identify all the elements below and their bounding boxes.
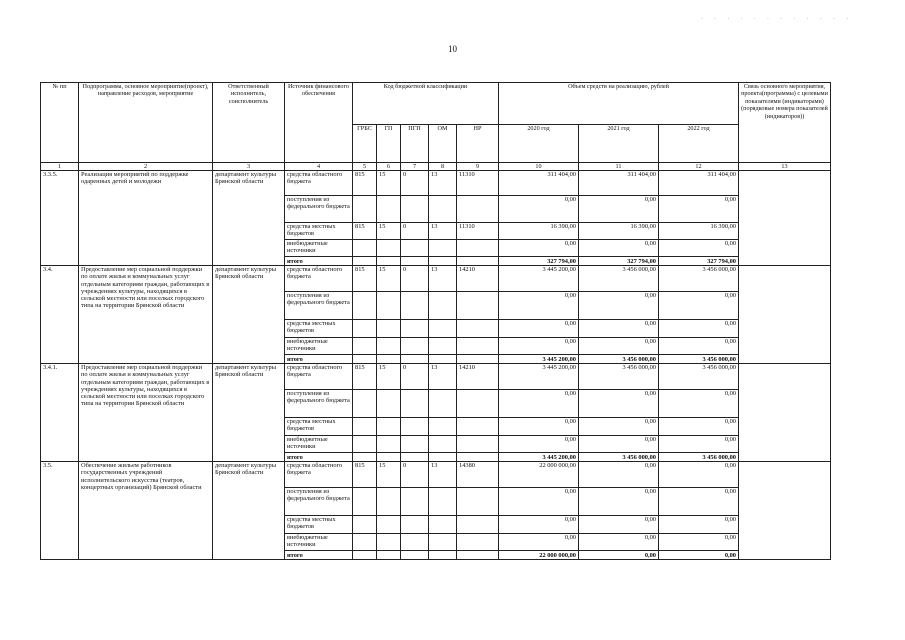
code-om	[429, 436, 457, 453]
item-name: Предоставление мер социальной поддержки по оплате жилья и коммунальных услуг отдельным категориям граждан, работающих в учреждениях культуры, находящихся в сельской местности или поселках городского типа на территории Брянской области	[79, 364, 213, 462]
code-om: 13	[429, 171, 457, 196]
amount-2021: 0,00	[579, 240, 659, 257]
source-extra: внебюджетные источники	[285, 240, 353, 257]
amount-2020: 0,00	[499, 436, 579, 453]
code-pgp	[401, 320, 429, 338]
source-regional: средства областного бюджета	[285, 462, 353, 488]
code-gp	[377, 390, 401, 418]
total-2021: 3 456 000,00	[579, 355, 659, 364]
header-code-nr: НР	[457, 125, 499, 163]
amount-2022: 0,00	[659, 516, 739, 534]
section-3-4-1	[41, 364, 831, 462]
amount-2021: 0,00	[579, 320, 659, 338]
col-number: 11	[579, 163, 659, 171]
code-pgp	[401, 534, 429, 551]
source-regional: средства областного бюджета	[285, 266, 353, 292]
total-2020: 327 794,00	[499, 257, 579, 266]
amount-2022: 3 456 000,00	[659, 364, 739, 390]
col-number: 5	[353, 163, 377, 171]
amount-2020: 22 000 000,00	[499, 462, 579, 488]
amount-2021: 0,00	[579, 390, 659, 418]
code-gp	[377, 418, 401, 436]
amount-2021: 3 456 000,00	[579, 364, 659, 390]
code-om: 13	[429, 266, 457, 292]
code-nr	[457, 436, 499, 453]
code-gp	[377, 534, 401, 551]
total-2022: 327 794,00	[659, 257, 739, 266]
amount-2021: 0,00	[579, 488, 659, 516]
amount-2022: 0,00	[659, 240, 739, 257]
code-pgp	[401, 355, 429, 364]
amount-2022: 0,00	[659, 488, 739, 516]
col-number: 7	[401, 163, 429, 171]
header-num: № пп	[41, 83, 79, 163]
code-grbs	[353, 257, 377, 266]
code-pgp	[401, 436, 429, 453]
code-om	[429, 534, 457, 551]
scan-marks: . . . . . . . . . . . .	[700, 14, 853, 21]
code-pgp	[401, 196, 429, 223]
amount-2022: 0,00	[659, 320, 739, 338]
amount-2020: 3 445 200,00	[499, 266, 579, 292]
code-om	[429, 196, 457, 223]
code-grbs	[353, 488, 377, 516]
header-year-2022: 2022 год	[659, 125, 739, 163]
code-gp: 15	[377, 266, 401, 292]
amount-2022: 0,00	[659, 436, 739, 453]
amount-2020: 0,00	[499, 292, 579, 320]
code-gp: 15	[377, 223, 401, 240]
amount-2021: 0,00	[579, 418, 659, 436]
amount-2020: 3 445 200,00	[499, 364, 579, 390]
item-executor: департамент культуры Брянской области	[213, 364, 285, 462]
code-pgp	[401, 257, 429, 266]
code-nr	[457, 390, 499, 418]
amount-2022: 0,00	[659, 418, 739, 436]
code-grbs	[353, 320, 377, 338]
code-grbs	[353, 338, 377, 355]
item-number: 3.4.	[41, 266, 79, 364]
total-2021: 3 456 000,00	[579, 453, 659, 462]
code-gp: 15	[377, 171, 401, 196]
code-pgp: 0	[401, 171, 429, 196]
code-gp	[377, 355, 401, 364]
item-executor: департамент культуры Брянской области	[213, 462, 285, 560]
total-2020: 3 445 200,00	[499, 453, 579, 462]
source-local: средства местных бюджетов	[285, 320, 353, 338]
total-2022: 3 456 000,00	[659, 453, 739, 462]
amount-2021: 0,00	[579, 462, 659, 488]
source-total: итого	[285, 453, 353, 462]
indicator-link	[739, 364, 831, 462]
source-local: средства местных бюджетов	[285, 418, 353, 436]
amount-2020: 0,00	[499, 338, 579, 355]
col-number: 1	[41, 163, 79, 171]
code-gp	[377, 196, 401, 223]
amount-2021: 3 456 000,00	[579, 266, 659, 292]
column-numbers-row	[41, 163, 831, 171]
col-number: 4	[285, 163, 353, 171]
amount-2021: 0,00	[579, 534, 659, 551]
code-nr	[457, 551, 499, 560]
code-grbs	[353, 534, 377, 551]
code-gp	[377, 292, 401, 320]
code-om	[429, 551, 457, 560]
item-executor: департамент культуры Брянской области	[213, 171, 285, 266]
code-grbs	[353, 292, 377, 320]
header-source: Источник финансового обеспечения	[285, 83, 353, 163]
code-om	[429, 320, 457, 338]
code-grbs: 815	[353, 266, 377, 292]
code-pgp	[401, 390, 429, 418]
source-regional: средства областного бюджета	[285, 171, 353, 196]
source-total: итого	[285, 551, 353, 560]
code-grbs	[353, 390, 377, 418]
amount-2020: 0,00	[499, 390, 579, 418]
source-total: итого	[285, 355, 353, 364]
amount-2022: 0,00	[659, 292, 739, 320]
section-3-3-5	[41, 171, 831, 266]
code-grbs	[353, 516, 377, 534]
source-extra: внебюджетные источники	[285, 436, 353, 453]
code-gp	[377, 240, 401, 257]
amount-2020: 16 390,00	[499, 223, 579, 240]
code-gp	[377, 436, 401, 453]
code-om: 13	[429, 462, 457, 488]
col-number: 9	[457, 163, 499, 171]
code-gp	[377, 516, 401, 534]
amount-2020: 0,00	[499, 196, 579, 223]
code-gp	[377, 320, 401, 338]
amount-2021: 311 404,00	[579, 171, 659, 196]
code-om	[429, 338, 457, 355]
code-nr: 14210	[457, 266, 499, 292]
header-year-2021: 2021 год	[579, 125, 659, 163]
col-number: 10	[499, 163, 579, 171]
code-gp	[377, 488, 401, 516]
code-pgp: 0	[401, 223, 429, 240]
code-nr: 14380	[457, 462, 499, 488]
item-name: Реализация мероприятий по поддержке одаренных детей и молодежи	[79, 171, 213, 266]
code-om	[429, 292, 457, 320]
code-gp	[377, 257, 401, 266]
item-name: Обеспечение жильем работников государственных учреждений исполнительского искусства (театров, концертных организаций) Брянской области	[79, 462, 213, 560]
code-om	[429, 390, 457, 418]
code-gp: 15	[377, 462, 401, 488]
code-om: 13	[429, 364, 457, 390]
col-number: 3	[213, 163, 285, 171]
amount-2022: 0,00	[659, 338, 739, 355]
table-row	[41, 171, 831, 196]
code-om	[429, 418, 457, 436]
header-year-2020: 2020 год	[499, 125, 579, 163]
code-pgp	[401, 488, 429, 516]
item-number: 3.5.	[41, 462, 79, 560]
code-pgp: 0	[401, 462, 429, 488]
table-row	[41, 266, 831, 292]
amount-2022: 311 404,00	[659, 171, 739, 196]
amount-2020: 0,00	[499, 534, 579, 551]
amount-2020: 0,00	[499, 240, 579, 257]
amount-2021: 0,00	[579, 292, 659, 320]
source-local: средства местных бюджетов	[285, 223, 353, 240]
code-pgp	[401, 453, 429, 462]
code-nr	[457, 320, 499, 338]
budget-table	[40, 82, 831, 560]
code-nr	[457, 292, 499, 320]
source-local: средства местных бюджетов	[285, 516, 353, 534]
total-2022: 3 456 000,00	[659, 355, 739, 364]
code-nr: 14210	[457, 364, 499, 390]
source-federal: поступления из федерального бюджета	[285, 196, 353, 223]
code-pgp: 0	[401, 364, 429, 390]
source-federal: поступления из федерального бюджета	[285, 292, 353, 320]
total-2022: 0,00	[659, 551, 739, 560]
source-total: итого	[285, 257, 353, 266]
code-nr	[457, 418, 499, 436]
code-gp	[377, 453, 401, 462]
amount-2021: 0,00	[579, 196, 659, 223]
indicator-link	[739, 171, 831, 266]
code-grbs: 815	[353, 171, 377, 196]
code-pgp	[401, 338, 429, 355]
code-pgp	[401, 292, 429, 320]
code-grbs	[353, 453, 377, 462]
amount-2022: 0,00	[659, 390, 739, 418]
total-2020: 3 445 200,00	[499, 355, 579, 364]
code-nr	[457, 338, 499, 355]
amount-2022: 16 390,00	[659, 223, 739, 240]
indicator-link	[739, 266, 831, 364]
code-nr: 11310	[457, 223, 499, 240]
total-2020: 22 000 000,00	[499, 551, 579, 560]
code-om	[429, 240, 457, 257]
col-number: 8	[429, 163, 457, 171]
total-2021: 327 794,00	[579, 257, 659, 266]
code-om	[429, 355, 457, 364]
code-om	[429, 453, 457, 462]
page-number: 10	[448, 44, 457, 54]
code-nr	[457, 196, 499, 223]
code-gp: 15	[377, 364, 401, 390]
code-grbs	[353, 196, 377, 223]
header-code-grbs: ГРБС	[353, 125, 377, 163]
amount-2020: 0,00	[499, 320, 579, 338]
code-nr	[457, 355, 499, 364]
amount-2021: 0,00	[579, 436, 659, 453]
code-pgp	[401, 240, 429, 257]
amount-2022: 0,00	[659, 196, 739, 223]
source-extra: внебюджетные источники	[285, 338, 353, 355]
item-number: 3.3.5.	[41, 171, 79, 266]
code-pgp	[401, 418, 429, 436]
code-nr	[457, 516, 499, 534]
code-grbs	[353, 355, 377, 364]
item-name: Предоставление мер социальной поддержки по оплате жилья и коммунальных услуг отдельным категориям граждан, работающих в учреждениях культуры, находящихся в сельской местности или поселках городского типа на территории Брянской области	[79, 266, 213, 364]
table-row	[41, 364, 831, 390]
amount-2021: 0,00	[579, 338, 659, 355]
amount-2021: 0,00	[579, 516, 659, 534]
amount-2020: 0,00	[499, 516, 579, 534]
code-om	[429, 257, 457, 266]
code-grbs	[353, 418, 377, 436]
code-grbs: 815	[353, 223, 377, 240]
header-volume-group: Объем средств на реализацию, рублей	[499, 83, 739, 125]
amount-2022: 3 456 000,00	[659, 266, 739, 292]
code-pgp	[401, 516, 429, 534]
amount-2022: 0,00	[659, 462, 739, 488]
header-budget-code-group: Код бюджетной классификации	[353, 83, 499, 125]
source-regional: средства областного бюджета	[285, 364, 353, 390]
header-code-gp: ГП	[377, 125, 401, 163]
code-nr	[457, 257, 499, 266]
code-nr	[457, 240, 499, 257]
source-federal: поступления из федерального бюджета	[285, 488, 353, 516]
col-number: 13	[739, 163, 831, 171]
amount-2022: 0,00	[659, 534, 739, 551]
code-grbs: 815	[353, 364, 377, 390]
source-extra: внебюджетные источники	[285, 534, 353, 551]
code-om: 13	[429, 223, 457, 240]
code-grbs	[353, 240, 377, 257]
header-executor: Ответственный исполнитель, соисполнитель	[213, 83, 285, 163]
section-3-4	[41, 266, 831, 364]
amount-2020: 311 404,00	[499, 171, 579, 196]
code-grbs	[353, 436, 377, 453]
section-3-5	[41, 462, 831, 560]
header-code-om: ОМ	[429, 125, 457, 163]
amount-2020: 0,00	[499, 418, 579, 436]
header-code-pgp: ПГП	[401, 125, 429, 163]
code-om	[429, 488, 457, 516]
code-grbs	[353, 551, 377, 560]
item-number: 3.4.1.	[41, 364, 79, 462]
total-2021: 0,00	[579, 551, 659, 560]
amount-2021: 16 390,00	[579, 223, 659, 240]
col-number: 12	[659, 163, 739, 171]
code-pgp	[401, 551, 429, 560]
col-number: 6	[377, 163, 401, 171]
source-federal: поступления из федерального бюджета	[285, 390, 353, 418]
header-link: Связь основного мероприятия, проекта(программы) с целевыми показателями (индикаторами) (порядковые номера показателей (индикаторов))	[739, 83, 831, 163]
amount-2020: 0,00	[499, 488, 579, 516]
header-name: Подпрограмма, основное мероприятие(проект), направление расходов, мероприятие	[79, 83, 213, 163]
indicator-link	[739, 462, 831, 560]
code-nr	[457, 534, 499, 551]
code-pgp: 0	[401, 266, 429, 292]
item-executor: департамент культуры Брянской области	[213, 266, 285, 364]
col-number: 2	[79, 163, 213, 171]
code-gp	[377, 338, 401, 355]
code-om	[429, 516, 457, 534]
code-nr	[457, 488, 499, 516]
code-nr	[457, 453, 499, 462]
code-nr: 11310	[457, 171, 499, 196]
table-row	[41, 462, 831, 488]
code-grbs: 815	[353, 462, 377, 488]
code-gp	[377, 551, 401, 560]
